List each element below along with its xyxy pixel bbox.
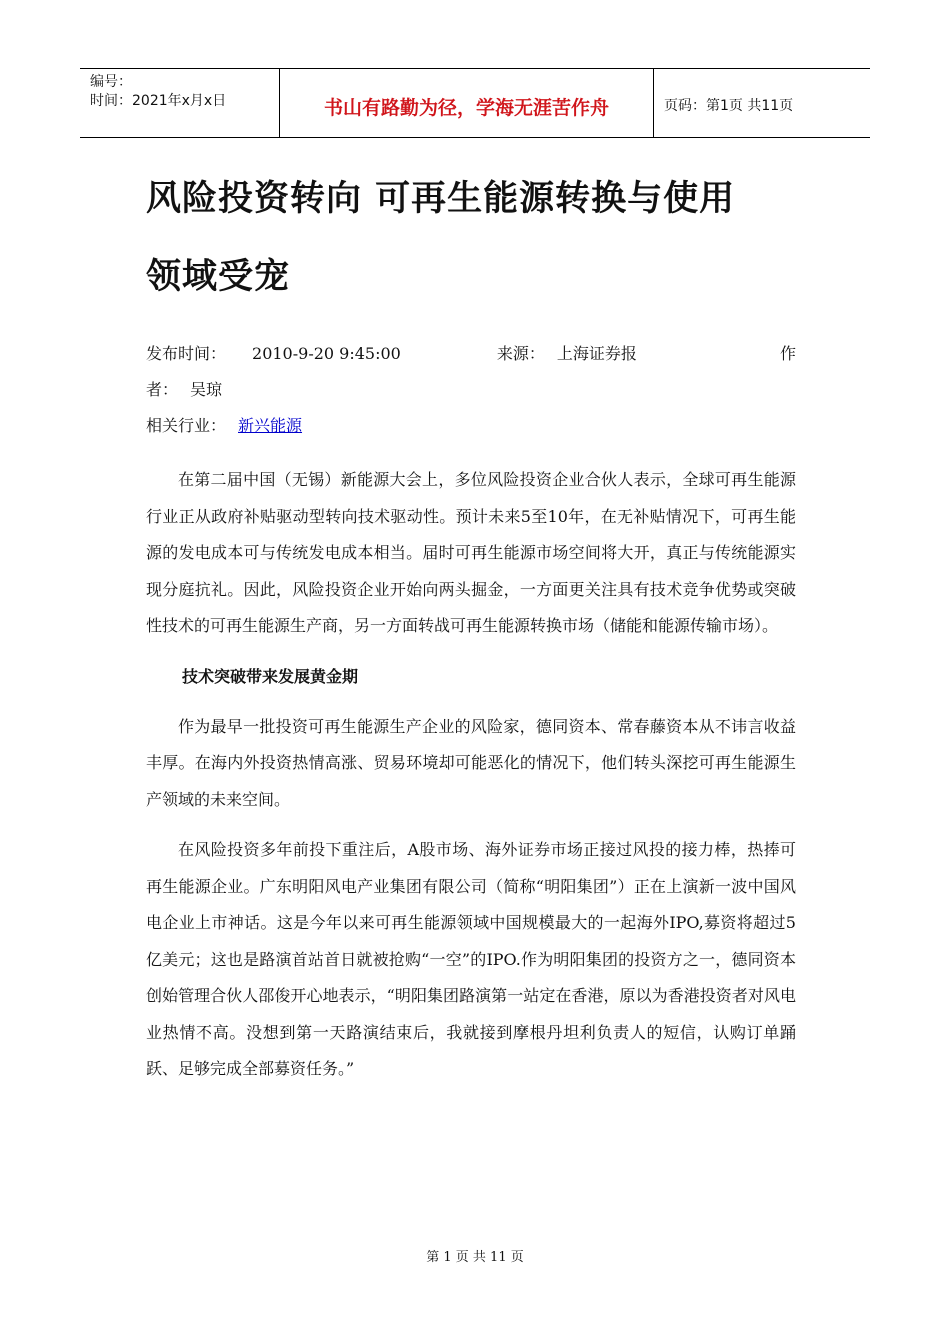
article-body — [146, 462, 796, 1088]
header-time-label: 时间：2021年x月x日 — [90, 93, 227, 109]
article-title — [146, 160, 826, 316]
header-number-label: 编号： — [90, 74, 132, 90]
document-header — [80, 68, 870, 138]
source-label: 来源： — [496, 344, 545, 363]
paragraph-2: 作为最早一批投资可再生能源生产企业的风险家，德同资本、常春藤资本从不讳言收益丰厚。在海内外投资热情高涨、贸易环境却可能恶化的情况下，他们转头深挖可再生能源生产领域的未来空间。 — [146, 716, 796, 809]
publish-time: 2010-9-20 9:45:00 — [252, 344, 401, 363]
meta-row-publish — [146, 336, 796, 372]
meta-row-industry — [146, 408, 796, 444]
source-value: 上海证券报 — [556, 344, 637, 363]
article-title-line2: 领域受宠 — [146, 257, 291, 297]
article-meta — [146, 336, 796, 444]
header-motto: 书山有路勤为径，学海无涯苦作舟 — [280, 69, 654, 137]
paragraph-1: 在第二届中国（无锡）新能源大会上，多位风险投资企业合伙人表示，全球可再生能源行业正从政府补贴驱动型转向技术驱动性。预计未来5至10年，在无补贴情况下，可再生能源的发电成本可与传统发电成本相当。届时可再生能源市场空间将大开，真正与传统能源实现分庭抗礼。因此，风险投资企业开始向两头掘金，一方面更关注具有技术竞争优势或突破性技术的可再生能源生产商，另一方面转战可再生能源转换市场（储能和能源传输市场）。 — [146, 470, 796, 635]
industry-label: 相关行业： — [146, 416, 227, 435]
page-footer: 第 1 页 共 11 页 — [426, 1250, 524, 1265]
header-page-code: 页码：第1页 共11页 — [664, 98, 794, 114]
article-title-line1: 风险投资转向 可再生能源转换与使用 — [146, 179, 736, 219]
section-heading: 技术突破带来发展黄金期 — [182, 666, 359, 686]
header-info-cell — [80, 69, 280, 137]
industry-link[interactable]: 新兴能源 — [238, 416, 303, 435]
meta-row-author — [146, 372, 796, 408]
author-name: 吴琼 — [190, 380, 223, 399]
paragraph-3: 在风险投资多年前投下重注后，A股市场、海外证券市场正接过风投的接力棒，热捧可再生能源企业。广东明阳风电产业集团有限公司（简称“明阳集团”）正在上演新一波中国风电企业上市神话。这是今年以来可再生能源领域中国规模最大的一起海外IPO,募资将超过5亿美元；这也是路演首站首日就被抢购“一空”的IPO.作为明阳集团的投资方之一，德同资本创始管理合伙人邵俊开心地表示，“明阳集团路演第一站定在香港，原以为香港投资者对风电业热情不高。没想到第一天路演结束后，我就接到摩根丹坦利负责人的短信，认购订单踊跃、足够完成全部募资任务。” — [146, 840, 796, 1078]
author-label-part1: 作 — [779, 344, 796, 363]
publish-label: 发布时间： — [146, 344, 227, 363]
author-label-part2: 者： — [146, 380, 179, 399]
